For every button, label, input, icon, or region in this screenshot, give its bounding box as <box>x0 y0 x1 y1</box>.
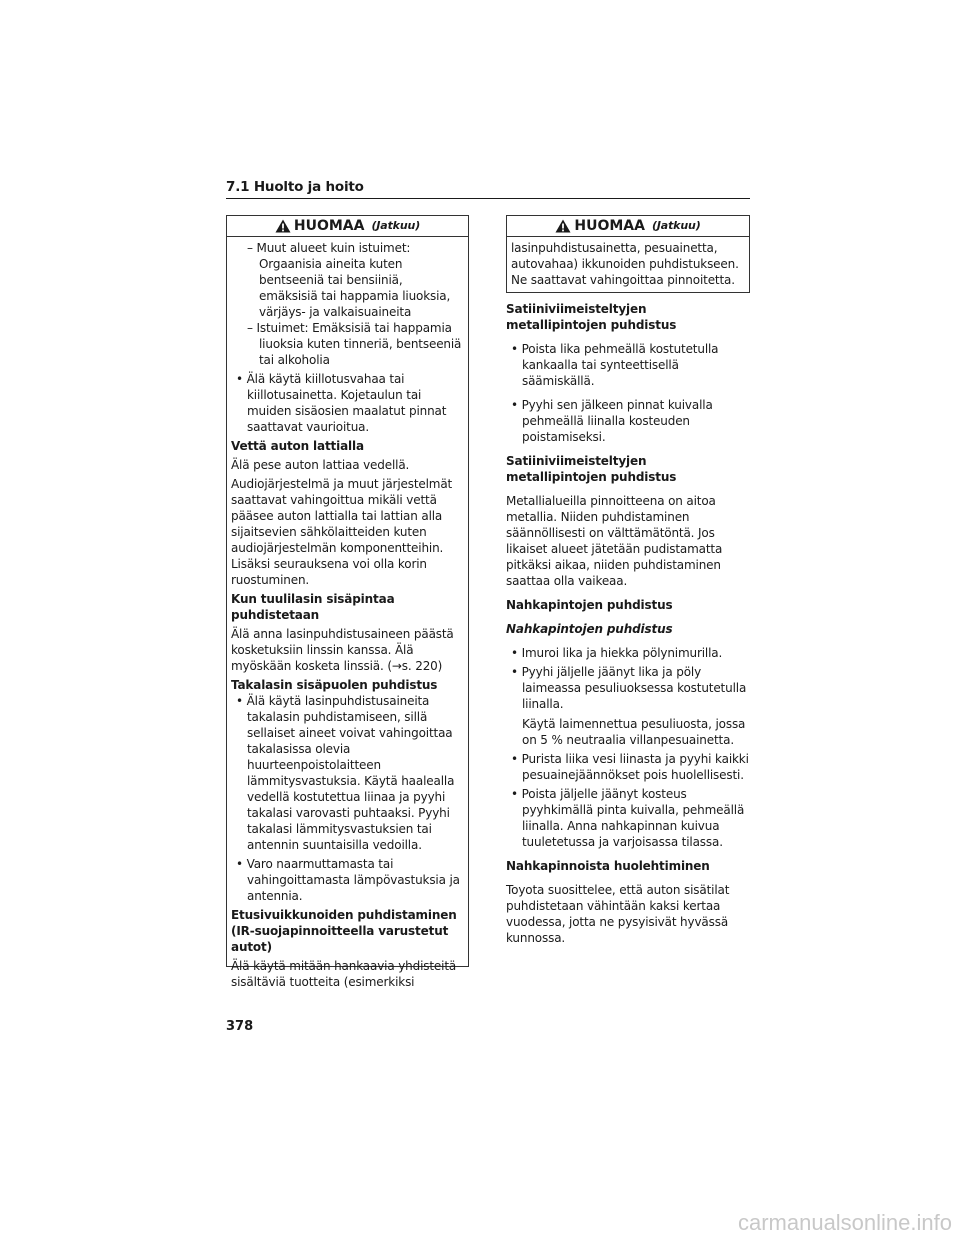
subheading: Satiiniviimeisteltyjen metallipintojen puhdistus <box>506 302 677 332</box>
bullet-item: • Imuroi lika ja hiekka pölynimurilla. <box>511 646 723 660</box>
italic-subheading: Nahkapintojen puhdistus <box>506 622 673 636</box>
left-column <box>226 215 469 989</box>
subheading: Takalasin sisäpuolen puhdistus <box>231 678 438 692</box>
bullet-item: • Pyyhi sen jälkeen pinnat kuivalla pehmeällä liinalla kosteuden poistamiseksi. <box>511 398 713 444</box>
bullet-item: • Älä käytä lasinpuhdistusaineita takalasin puhdistamiseen, sillä sellaiset aineet voivat vahingoittaa takalasissa olevia huurteenpoistolaitteen lämmitysvastuksia. Käytä haalealla vedellä kostutettua liinaa ja pyyhi takalasi varovasti puhtaaksi. Pyyhi takalasi lämmitysvastuksien tai antennin suuntaisilla vedoilla. <box>236 694 455 852</box>
watermark: carmanualsonline.info <box>737 1210 952 1235</box>
bullet-item: • Pyyhi jäljelle jäänyt lika ja pöly laimeassa pesuliuoksessa kostutetulla liinalla. <box>511 665 747 711</box>
warning-triangle-icon <box>555 219 571 233</box>
bullet-note: Käytä laimennettua pesuliuosta, jossa on 5 % neutraalia villanpesuainetta. <box>522 717 746 747</box>
notice-header <box>507 216 749 237</box>
subheading: Nahkapintojen puhdistus <box>506 598 673 612</box>
notice-body <box>227 237 468 994</box>
bullet-item: • Varo naarmuttamasta tai vahingoittamasta lämpövastuksia ja antennia. <box>236 857 460 903</box>
paragraph: Älä anna lasinpuhdistusaineen päästä kosketuksiin linssin kanssa. Älä myöskään kosketa linssiä. (→s. 220) <box>231 627 454 673</box>
notice-title: HUOMAA <box>574 218 645 234</box>
subheading: Kun tuulilasin sisäpintaa puhdistetaan <box>231 592 395 622</box>
bullet-item: • Älä käytä kiillotusvahaa tai kiillotusainetta. Kojetaulun tai muiden sisäosien maalatut pinnat saattavat vaurioitua. <box>236 372 447 434</box>
paragraph: Audiojärjestelmä ja muut järjestelmät saattavat vahingoittua mikäli vettä pääsee auton lattialla tai lattian alla sijaitsevien sähkölaitteiden kuten audiojärjestelmän komponentteihin. Lisäksi seurauksena voi olla korin ruostuminen. <box>231 477 453 587</box>
notice-header <box>227 216 468 237</box>
notice-body <box>507 237 749 292</box>
paragraph: Älä käytä mitään hankaavia yhdisteitä sisältäviä tuotteita (esimerkiksi <box>231 959 457 989</box>
subheading: Vettä auton lattialla <box>231 439 364 453</box>
warning-triangle-icon <box>275 219 291 233</box>
bullet-item: • Poista lika pehmeällä kostutetulla kankaalla tai synteettisellä säämiskällä. <box>511 342 719 388</box>
section-header: 7.1 Huolto ja hoito <box>226 179 750 199</box>
dash-item: – Istuimet: Emäksisiä tai happamia liuoksia kuten tinneriä, bentseeniä tai alkoholia <box>247 321 462 367</box>
subheading: Satiiniviimeisteltyjen metallipintojen puhdistus <box>506 454 677 484</box>
right-column <box>506 215 750 946</box>
bullet-item: • Poista jäljelle jäänyt kosteus pyyhkimällä pinta kuivalla, pehmeällä liinalla. Anna nahkapinnan kuivua tuuletetussa ja varjoisassa tilassa. <box>511 787 745 849</box>
subheading: Nahkapinnoista huolehtiminen <box>506 859 710 873</box>
paragraph: Toyota suosittelee, että auton sisätilat puhdistetaan vähintään kaksi kertaa vuodessa, jotta ne pysyisivät hyvässä kunnossa. <box>506 883 730 945</box>
dash-item: – Muut alueet kuin istuimet: Orgaanisia aineita kuten bentseeniä tai bensiiniä, emäksisiä tai happamia liuoksia, värjäys- ja valkaisuaineita <box>247 241 451 319</box>
paragraph: lasinpuhdistusainetta, pesuainetta, autovahaa) ikkunoiden puhdistukseen. Ne saattavat vahingoittaa pinnoitetta. <box>511 241 739 287</box>
notice-box-right <box>506 215 750 293</box>
subheading: Etusivuikkunoiden puhdistaminen (IR-suojapinnoitteella varustetut autot) <box>231 908 457 954</box>
paragraph: Metallialueilla pinnoitteena on aitoa metallia. Niiden puhdistaminen säännöllisesti on välttämätöntä. Jos likaiset alueet jätetään pudistamatta pitkäksi aikaa, niiden puhdistaminen saattaa olla vaikeaa. <box>506 494 723 588</box>
notice-continued: (Jatkuu) <box>371 219 421 232</box>
notice-title: HUOMAA <box>293 218 365 234</box>
notice-continued: (Jatkuu) <box>651 219 701 232</box>
page-number: 378 <box>226 1019 254 1034</box>
bullet-item: • Purista liika vesi liinasta ja pyyhi kaikki pesuainejäännökset pois huolellisesti. <box>511 752 749 782</box>
paragraph: Älä pese auton lattiaa vedellä. <box>231 458 410 472</box>
notice-box-left <box>226 215 469 989</box>
